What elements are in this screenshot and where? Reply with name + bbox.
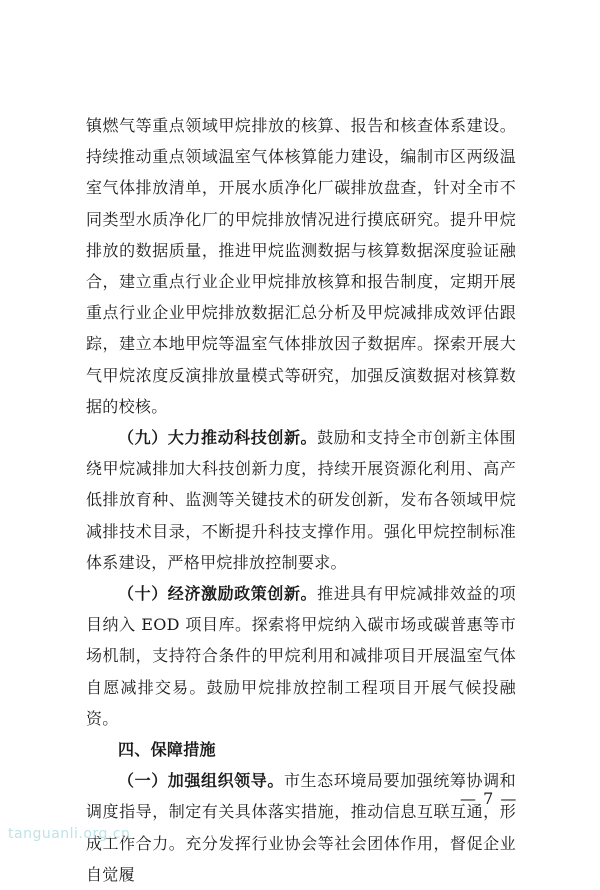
paragraph-lead: （十）经济激励政策创新。: [118, 584, 318, 604]
page-number: — 7 —: [460, 789, 518, 808]
paragraph-economic-incentive: [86, 578, 516, 734]
paragraph-lead: （一）加强组织领导。: [118, 771, 284, 791]
document-body: [86, 110, 516, 890]
paragraph-text: 镇燃气等重点领域甲烷排放的核算、报告和核查体系建设。持续推动重点领域温室气体核算能力建设，编制市区两级温室气体排放清单，开展水质净化厂碳排放盘查，针对全市不同类型水质净化厂的甲烷排放情况进行摸底研究。提升甲烷排放的数据质量，推进甲烷监测数据与核算数据深度验证融合，建立重点行业企业甲烷排放核算和报告制度，定期开展重点行业企业甲烷排放数据汇总分析及甲烷减排成效评估跟踪，建立本地甲烷等温室气体排放因子数据库。探索开展大气甲烷浓度反演排放量模式等研究，加强反演数据对核算数据的校核。: [86, 116, 516, 416]
paragraph-science-innovation: [86, 422, 516, 578]
paragraph-text: 市生态环境局要加强统筹协调和调度指导，制定有关具体落实措施，推动信息互联互通，形成工作合力。充分发挥行业协会等社会团体作用，督促企业自觉履: [86, 771, 516, 884]
section-heading: 四、保障措施: [118, 740, 216, 760]
paragraph-organization: [86, 765, 516, 890]
paragraph-text: 鼓励和支持全市创新主体围绕甲烷减排加大科技创新力度，持续开展资源化利用、高产低排放育种、监测等关键技术的研发创新，发布各领域甲烷减排技术目录，不断提升科技支撑作用。强化甲烷控制标准体系建设，严格甲烷排放控制要求。: [86, 428, 516, 572]
paragraph-lead: （九）大力推动科技创新。: [118, 428, 318, 448]
watermark: tanguanli.org.cn: [8, 826, 131, 842]
paragraph-text: 推进具有甲烷减排效益的项目纳入 EOD 项目库。探索将甲烷纳入碳市场或碳普惠等市场机制，支持符合条件的甲烷利用和减排项目开展温室气体自愿减排交易。鼓励甲烷排放控制工程项目开展气候投融资。: [86, 584, 516, 728]
paragraph-continued: [86, 110, 516, 422]
